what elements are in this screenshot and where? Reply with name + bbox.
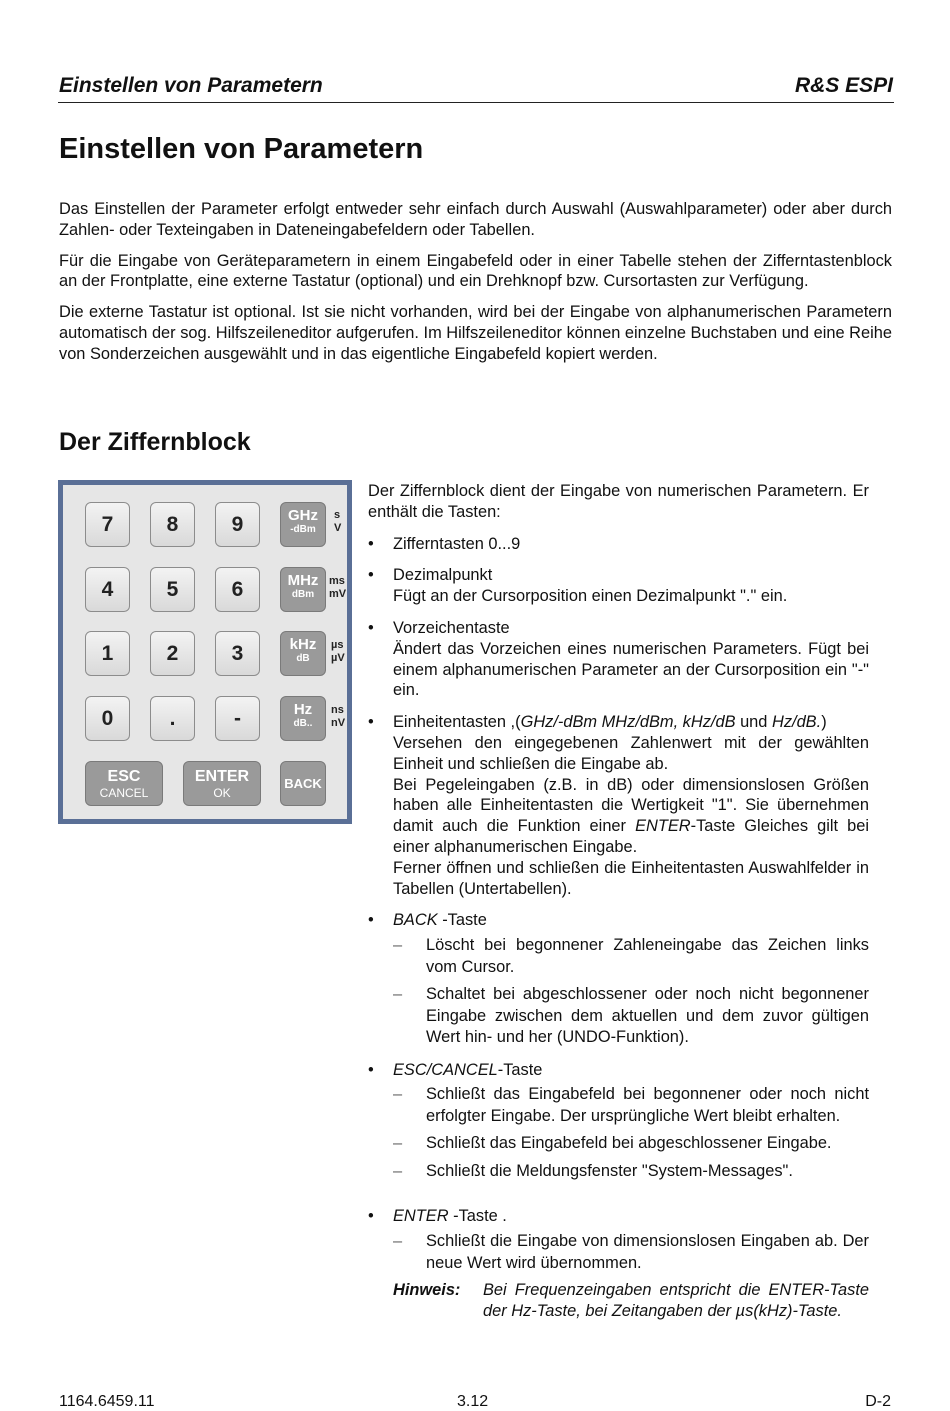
dash-item: [393, 984, 869, 1049]
key-back: BACK: [280, 761, 326, 806]
unit-label: V: [334, 522, 342, 534]
unit-label: s: [334, 509, 341, 521]
list-item-enter-key: [368, 1206, 869, 1321]
key-esc-main: ESC: [107, 768, 141, 785]
key-hz-main: Hz: [293, 701, 313, 718]
footer-version: 3.12: [457, 1393, 489, 1410]
list-item-title: [393, 712, 869, 733]
text-run: -Taste Gleiches gilt bei einer alphanumerischen Eingabe.: [393, 817, 870, 856]
dash-item-text: Schließt das Eingabefeld bei begonnener oder noch nicht erfolgter Eingabe. Der ursprüngliche Wert bleibt erhalten.: [426, 1085, 869, 1125]
key-mhz-sub: dBm: [291, 589, 315, 600]
list-item-title: [393, 910, 869, 931]
bullet-icon: •: [368, 1207, 374, 1226]
list-item-text: Fügt an der Cursorposition einen Dezimalpunkt "." ein.: [393, 587, 788, 606]
key-enter-main: ENTER: [194, 768, 250, 785]
key-name: BACK: [393, 911, 438, 930]
hint-text: Bei Frequenzeingaben entspricht die ENTER-Taste der Hz-Taste, bei Zeitangaben der µs(kHz)-Taste.: [483, 1281, 869, 1321]
unit-label: µs: [331, 639, 344, 651]
footer-document-number: 1164.6459.11: [59, 1393, 155, 1410]
key-mhz-main: MHz: [287, 572, 319, 589]
intro-text: [59, 199, 892, 375]
hint-label: Hinweis:: [393, 1281, 461, 1300]
key-name: ESC/CANCEL: [393, 1060, 498, 1079]
intro-paragraph: Das Einstellen der Parameter erfolgt entweder sehr einfach durch Auswahl (Auswahlparameter) oder aber durch Zahlen- oder Texteingaben in Dateneingabefeldern oder Tabellen.: [59, 200, 892, 239]
text-run-italic: ENTER: [635, 817, 691, 836]
bullet-icon: •: [368, 618, 374, 637]
key-ghz-units: [334, 509, 341, 535]
list-item-unit-keys: [368, 712, 869, 899]
header-product-name: R&S ESPI: [794, 74, 893, 97]
key-minus: -: [215, 696, 260, 741]
key-hz-units: [331, 704, 345, 730]
dash-item: [393, 1231, 869, 1274]
dash-item-text: Löscht bei begonnener Zahleneingabe das Zeichen links vom Cursor.: [426, 936, 869, 976]
unit-label: ms: [329, 575, 345, 587]
key-enter-sub: OK: [213, 786, 231, 800]
list-item-text: Ändert das Vorzeichen eines numerischen Parameters. Fügt bei einem alphanumerischen Parameter an der Cursorposition ein "-" ein.: [393, 639, 869, 700]
unit-label: ns: [331, 704, 344, 716]
key-2: 2: [150, 631, 195, 676]
key-5: 5: [150, 567, 195, 612]
list-item-decimal-point: [368, 565, 869, 607]
list-item-esc-key: [368, 1060, 869, 1183]
list-item-text: Versehen den eingegebenen Zahlenwert mit der gewählten Einheit und schließen die Eingabe ab.: [393, 733, 869, 773]
list-item-text: [393, 775, 869, 858]
key-name: ENTER: [393, 1207, 449, 1226]
key-decimal-point: .: [150, 696, 195, 741]
unit-label: µV: [331, 652, 345, 664]
section-title: Der Ziffernblock: [59, 428, 251, 456]
header-rule: [58, 102, 894, 103]
dash-item-text: Schließt die Meldungsfenster "System-Messages".: [426, 1161, 793, 1180]
key-1: 1: [85, 631, 130, 676]
dash-item: [393, 1084, 869, 1127]
title-text: -Taste .: [448, 1207, 507, 1226]
dash-icon: –: [393, 985, 403, 1004]
key-enter-ok: [183, 761, 261, 806]
dash-item: [393, 1161, 869, 1183]
bullet-icon: •: [368, 713, 374, 732]
key-9: 9: [215, 502, 260, 547]
key-khz-units: [331, 639, 345, 665]
unit-label: nV: [331, 717, 346, 729]
key-khz: [280, 631, 326, 676]
dash-icon: –: [393, 1232, 403, 1251]
dash-item-text: Schaltet bei abgeschlossener oder noch nicht begonnener Eingabe zwischen dem aktuellen und dem zuvor gültigen Wert hin- und her (UNDO-Funktion).: [426, 985, 869, 1047]
list-item-digits: [368, 534, 869, 555]
dash-icon: –: [393, 1134, 403, 1153]
title-text: -Taste: [497, 1060, 543, 1079]
header-chapter-title: Einstellen von Parametern: [59, 74, 323, 97]
list-item-title: Dezimalpunkt: [393, 566, 493, 585]
list-item-title: Vorzeichentaste: [393, 618, 510, 637]
list-item-text: Ferner öffnen und schließen die Einheitentasten Auswahlfelder in Tabellen (Untertabellen).: [393, 858, 869, 898]
key-khz-main: kHz: [289, 636, 317, 653]
key-mhz-units: [329, 575, 346, 601]
footer-page-number: D-2: [865, 1393, 891, 1410]
title-text: -Taste: [437, 911, 487, 930]
key-7: 7: [85, 502, 130, 547]
key-3: 3: [215, 631, 260, 676]
list-item-back-key: [368, 910, 869, 1048]
key-4: 4: [85, 567, 130, 612]
key-mhz: [280, 567, 326, 612]
key-ghz-sub: -dBm: [290, 524, 316, 535]
list-item-title: [393, 1206, 869, 1227]
dash-icon: –: [393, 936, 403, 955]
key-6: 6: [215, 567, 260, 612]
unit-label: mV: [329, 588, 347, 600]
keypad-illustration: [58, 480, 352, 824]
dash-item: [393, 1133, 869, 1155]
dash-icon: –: [393, 1085, 403, 1104]
key-0: 0: [85, 696, 130, 741]
dash-item-text: Schließt das Eingabefeld bei abgeschlossener Eingabe.: [426, 1134, 832, 1153]
bullet-icon: •: [368, 1060, 374, 1079]
key-ghz: [280, 502, 326, 547]
key-hz: [280, 696, 326, 741]
list-item-sign-key: [368, 618, 869, 701]
intro-paragraph: Die externe Tastatur ist optional. Ist sie nicht vorhanden, wird bei der Eingabe von alphanumerischen Parametern automatisch der sog. Hilfszeileneditor aufgerufen. Im Hilfszeileneditor können einzelne Buchstaben und eine Reihe von Sonderzeichen ausgewählt und in das eigentliche Eingabefeld kopiert werden.: [59, 303, 892, 363]
intro-paragraph: Für die Eingabe von Geräteparametern in einem Eingabefeld oder in einer Tabelle stehen der Zifferntastenblock an der Frontplatte, eine externe Tastatur (optional) und ein Drehknopf bzw. Cursortasten zur Verfügung.: [59, 251, 892, 291]
dash-item: [393, 935, 869, 978]
title-text: und: [735, 713, 772, 732]
key-hz-sub: dB..: [293, 718, 313, 729]
list-item-text: Zifferntasten 0...9: [393, 534, 521, 553]
bullet-icon: •: [368, 911, 374, 930]
page-title: Einstellen von Parametern: [59, 133, 424, 165]
hint-note: [393, 1280, 869, 1322]
bullet-icon: •: [368, 566, 374, 585]
title-text: Einheitentasten ,(: [393, 713, 521, 732]
dash-item-text: Schließt die Eingabe von dimensionslosen Eingaben ab. Der neue Wert wird übernommen.: [426, 1232, 869, 1272]
dash-icon: –: [393, 1161, 403, 1180]
key-esc-sub: CANCEL: [99, 786, 149, 800]
keypad-description: [368, 481, 869, 1333]
key-ghz-main: GHz: [288, 507, 318, 524]
text-run: Bei Pegeleingaben (z.B. in dB) oder dimensionslosen Größen haben alle Einheitentasten die Wertigkeit "1". Sie übernehmen damit auch die Funktion einer: [393, 775, 869, 836]
title-units: GHz/-dBm MHz/dBm, kHz/dB: [520, 713, 736, 732]
list-item-title: [393, 1060, 869, 1081]
title-text: ): [821, 713, 827, 732]
description-lead: Der Ziffernblock dient der Eingabe von numerischen Parametern. Er enthält die Tasten:: [368, 482, 869, 521]
key-esc-cancel: [85, 761, 163, 806]
key-8: 8: [150, 502, 195, 547]
title-units: Hz/dB.: [771, 713, 822, 732]
key-khz-sub: dB: [296, 653, 310, 664]
bullet-icon: •: [368, 534, 374, 553]
